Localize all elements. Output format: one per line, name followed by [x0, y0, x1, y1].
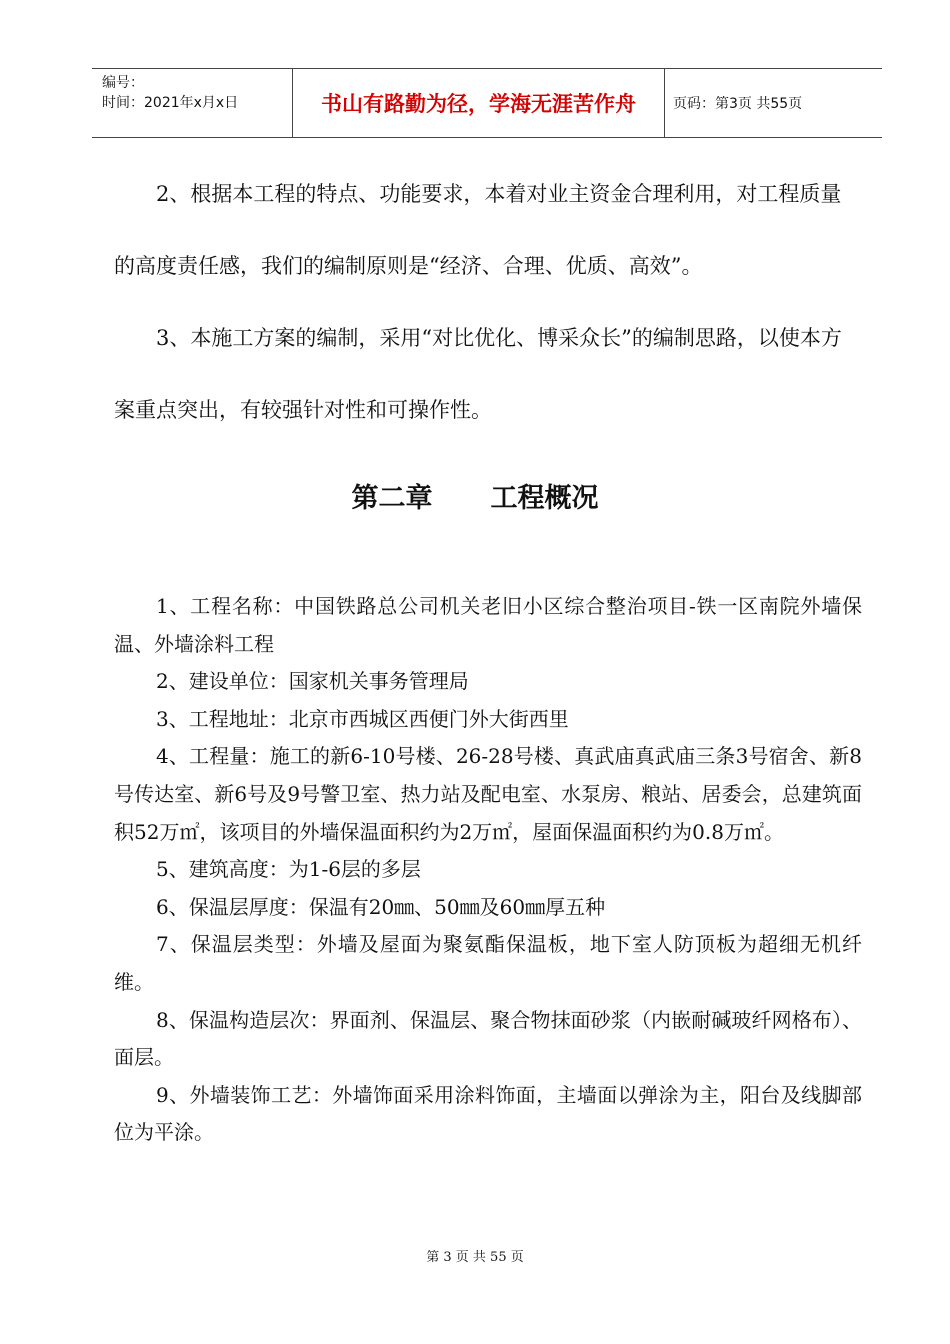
chapter-heading [0, 476, 950, 515]
list-item: 7、保温层类型：外墙及屋面为聚氨酯保温板，地下室人防顶板为超细无机纤维。 [114, 932, 862, 994]
list-item: 2、建设单位：国家机关事务管理局 [156, 669, 469, 694]
page-header [92, 68, 882, 138]
chapter-number: 第二章 [351, 483, 433, 514]
list-item: 8、保温构造层次：界面剂、保温层、聚合物抹面砂浆（内嵌耐碱玻纤网格布）、面层。 [114, 1007, 862, 1070]
list-item: 5、建筑高度：为1-6层的多层 [156, 857, 421, 882]
list-item: 1、工程名称：中国铁路总公司机关老旧小区综合整治项目-铁一区南院外墙保温、外墙涂料工程 [114, 594, 862, 656]
header-page-info-cell [665, 69, 882, 137]
list-item: 9、外墙装饰工艺：外墙饰面采用涂料饰面，主墙面以弹涂为主，阳台及线脚部位为平涂。 [114, 1082, 862, 1145]
header-motto-cell [292, 69, 665, 137]
intro-paragraph-3: 3、本施工方案的编制，采用“对比优化、博采众长”的编制思路，以使本方案重点突出，有较强针对性和可操作性。 [114, 326, 842, 422]
header-motto: 书山有路勤为径，学海无涯苦作舟 [321, 92, 636, 116]
intro-paragraph-2: 2、根据本工程的特点、功能要求，本着对业主资金合理利用，对工程质量的高度责任感，我们的编制原则是“经济、合理、优质、高效”。 [114, 182, 842, 278]
header-page-info: 页码：第3页 共55页 [673, 96, 803, 112]
header-meta [92, 69, 292, 137]
time-label: 时间：2021年x月x日 [102, 95, 239, 111]
page-footer: 第 3 页 共 55 页 [426, 1250, 524, 1265]
list-item: 6、保温层厚度：保温有20㎜、50㎜及60㎜厚五种 [156, 894, 606, 919]
serial-number-label: 编号： [102, 75, 144, 91]
project-overview-list [114, 588, 862, 1152]
chapter-title: 工程概况 [490, 483, 599, 514]
list-item: 3、工程地址：北京市西城区西便门外大街西里 [156, 706, 569, 731]
list-item: 4、工程量：施工的新6-10号楼、26-28号楼、真武庙真武庙三条3号宿舍、新8号传达室、新6号及9号警卫室、热力站及配电室、水泵房、粮站、居委会，总建筑面积52万㎡，该项目的外墙保温面积约为2万㎡，屋面保温面积约为0.8万㎡。 [114, 744, 862, 844]
